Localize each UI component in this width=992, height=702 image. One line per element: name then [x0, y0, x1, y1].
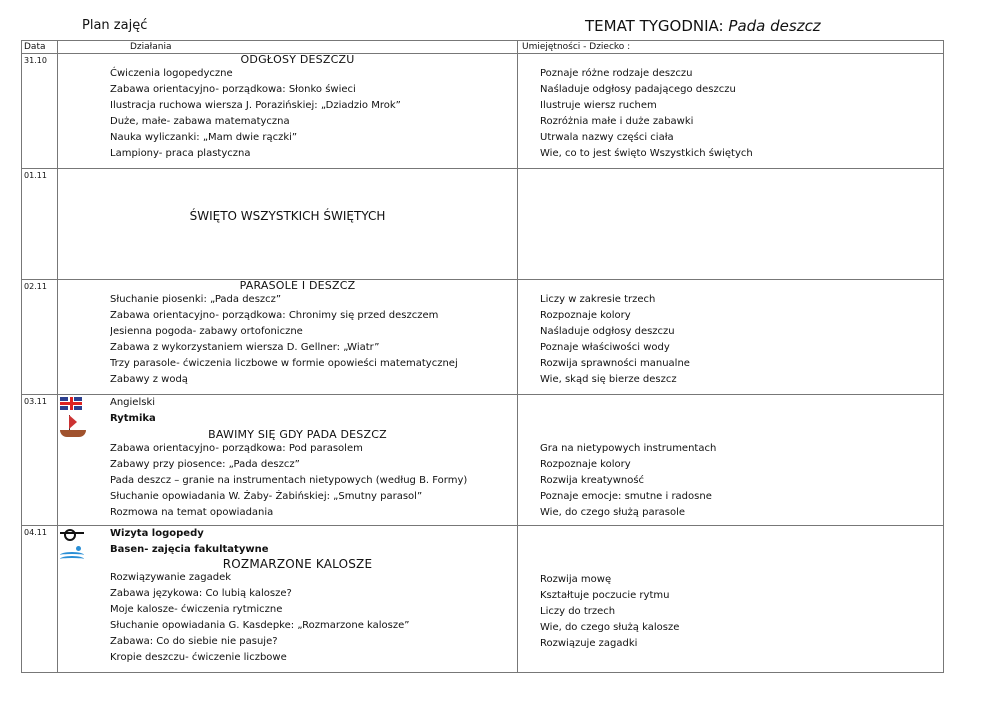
list-item: Rozwiązuje zagadki	[540, 636, 943, 652]
row-date: 01.11	[22, 169, 58, 280]
section-title: ODGŁOSY DESZCZU	[240, 53, 355, 66]
list-item: Jesienna pogoda- zabawy ortofoniczne	[110, 324, 517, 340]
list-item: Zabawa: Co do siebie nie pasuje?	[110, 634, 517, 650]
list-item: Wie, co to jest święto Wszystkich świętych	[540, 146, 943, 162]
header-date: Data	[22, 41, 58, 54]
activity-list	[58, 66, 517, 162]
list-item: Rozpoznaje kolory	[540, 457, 943, 473]
section-title: PARASOLE I DESZCZ	[239, 279, 356, 292]
list-item: Poznaje różne rodzaje deszczu	[540, 66, 943, 82]
list-item: Zabawa językowa: Co lubią kalosze?	[110, 586, 517, 602]
list-item: Angielski	[110, 395, 517, 411]
list-item: Naśladuje odgłosy deszczu	[540, 324, 943, 340]
list-item: Zabawy przy piosence: „Pada deszcz”	[110, 457, 517, 473]
list-item: Liczy do trzech	[540, 604, 943, 620]
list-item: Rozwija mowę	[540, 572, 943, 588]
list-item: Lampiony- praca plastyczna	[110, 146, 517, 162]
list-item: Rozwiązywanie zagadek	[110, 570, 517, 586]
list-item: Basen- zajęcia fakultatywne	[110, 542, 517, 558]
list-item: Słuchanie piosenki: „Pada deszcz”	[110, 292, 517, 308]
speech-therapy-icon	[60, 529, 86, 539]
row-date: 04.11	[22, 526, 58, 673]
activities-cell	[58, 280, 518, 395]
table-row	[22, 395, 944, 526]
plan-label: Plan zajęć	[82, 18, 148, 33]
list-item: Kształtuje poczucie rytmu	[540, 588, 943, 604]
theme-label: TEMAT TYGODNIA:	[585, 17, 724, 35]
skills-cell	[518, 169, 944, 280]
list-item: Poznaje właściwości wody	[540, 340, 943, 356]
list-item: Wie, do czego służą parasole	[540, 505, 943, 521]
list-item: Słuchanie opowiadania W. Żaby- Żabińskiej: „Smutny parasol”	[110, 489, 517, 505]
activity-list	[58, 292, 517, 388]
list-item: Moje kalosze- ćwiczenia rytmiczne	[110, 602, 517, 618]
list-item: Pada deszcz – granie na instrumentach nietypowych (według B. Formy)	[110, 473, 517, 489]
list-item: Zabawa orientacyjno- porządkowa: Słonko świeci	[110, 82, 517, 98]
table-row	[22, 526, 944, 673]
activities-cell	[58, 395, 518, 526]
skill-list	[518, 441, 943, 521]
skill-list	[518, 572, 943, 652]
list-item: Słuchanie opowiadania G. Kasdepke: „Rozmarzone kalosze”	[110, 618, 517, 634]
table-row	[22, 169, 944, 280]
activities-cell	[58, 526, 518, 673]
section-title: ROZMARZONE KALOSZE	[222, 557, 373, 571]
list-item: Utrwala nazwy części ciała	[540, 130, 943, 146]
list-item: Ilustruje wiersz ruchem	[540, 98, 943, 114]
list-item: Ćwiczenia logopedyczne	[110, 66, 517, 82]
list-item: Rytmika	[110, 411, 517, 427]
section-title: BAWIMY SIĘ GDY PADA DESZCZ	[208, 428, 387, 441]
list-item: Gra na nietypowych instrumentach	[540, 441, 943, 457]
list-item: Rozwija sprawności manualne	[540, 356, 943, 372]
skills-cell	[518, 395, 944, 526]
row-date: 31.10	[22, 54, 58, 169]
activities-cell	[58, 54, 518, 169]
list-item: Naśladuje odgłosy padającego deszczu	[540, 82, 943, 98]
list-item: Rozmowa na temat opowiadania	[110, 505, 517, 521]
uk-flag-icon	[60, 397, 82, 410]
table-row	[22, 280, 944, 395]
extra-activity-list	[58, 526, 517, 558]
list-item: Rozróżnia małe i duże zabawki	[540, 114, 943, 130]
skills-cell	[518, 280, 944, 395]
swimming-icon	[60, 546, 86, 560]
skill-list	[518, 66, 943, 162]
row-date	[22, 395, 58, 526]
week-theme	[585, 17, 821, 35]
row-date-text: 03.11	[24, 397, 47, 406]
list-item: Duże, małe- zabawa matematyczna	[110, 114, 517, 130]
holiday-title: ŚWIĘTO WSZYSTKICH ŚWIĘTYCH	[189, 209, 386, 223]
list-item: Zabawa orientacyjno- porządkowa: Chronimy się przed deszczem	[110, 308, 517, 324]
list-item: Wie, do czego służą kalosze	[540, 620, 943, 636]
list-item: Nauka wyliczanki: „Mam dwie rączki”	[110, 130, 517, 146]
header-skills: Umiejętności - Dziecko :	[518, 41, 944, 54]
list-item: Zabawa orientacyjno- porządkowa: Pod parasolem	[110, 441, 517, 457]
list-item: Rozpoznaje kolory	[540, 308, 943, 324]
list-item: Trzy parasole- ćwiczenia liczbowe w formie opowieści matematycznej	[110, 356, 517, 372]
activities-cell	[58, 169, 518, 280]
list-item: Rozwija kreatywność	[540, 473, 943, 489]
list-item: Zabawy z wodą	[110, 372, 517, 388]
skills-cell	[518, 526, 944, 673]
list-item: Wie, skąd się bierze deszcz	[540, 372, 943, 388]
list-item: Poznaje emocje: smutne i radosne	[540, 489, 943, 505]
list-item: Ilustracja ruchowa wiersza J. Porazińskiej: „Dziadzio Mrok”	[110, 98, 517, 114]
skills-cell	[518, 54, 944, 169]
list-item: Wizyta logopedy	[110, 526, 517, 542]
activity-list	[58, 570, 517, 666]
lesson-plan-table	[21, 40, 944, 673]
activity-list	[58, 441, 517, 521]
list-item: Zabawa z wykorzystaniem wiersza D. Gellner: „Wiatr”	[110, 340, 517, 356]
table-row	[22, 54, 944, 169]
list-item: Liczy w zakresie trzech	[540, 292, 943, 308]
table-header-row	[22, 41, 944, 54]
boat-icon	[60, 415, 86, 437]
skill-list	[518, 292, 943, 388]
extra-activity-list	[58, 395, 517, 427]
row-date: 02.11	[22, 280, 58, 395]
theme-value: Pada deszcz	[728, 17, 821, 35]
header-activities: Działania	[58, 41, 518, 54]
list-item: Kropie deszczu- ćwiczenie liczbowe	[110, 650, 517, 666]
